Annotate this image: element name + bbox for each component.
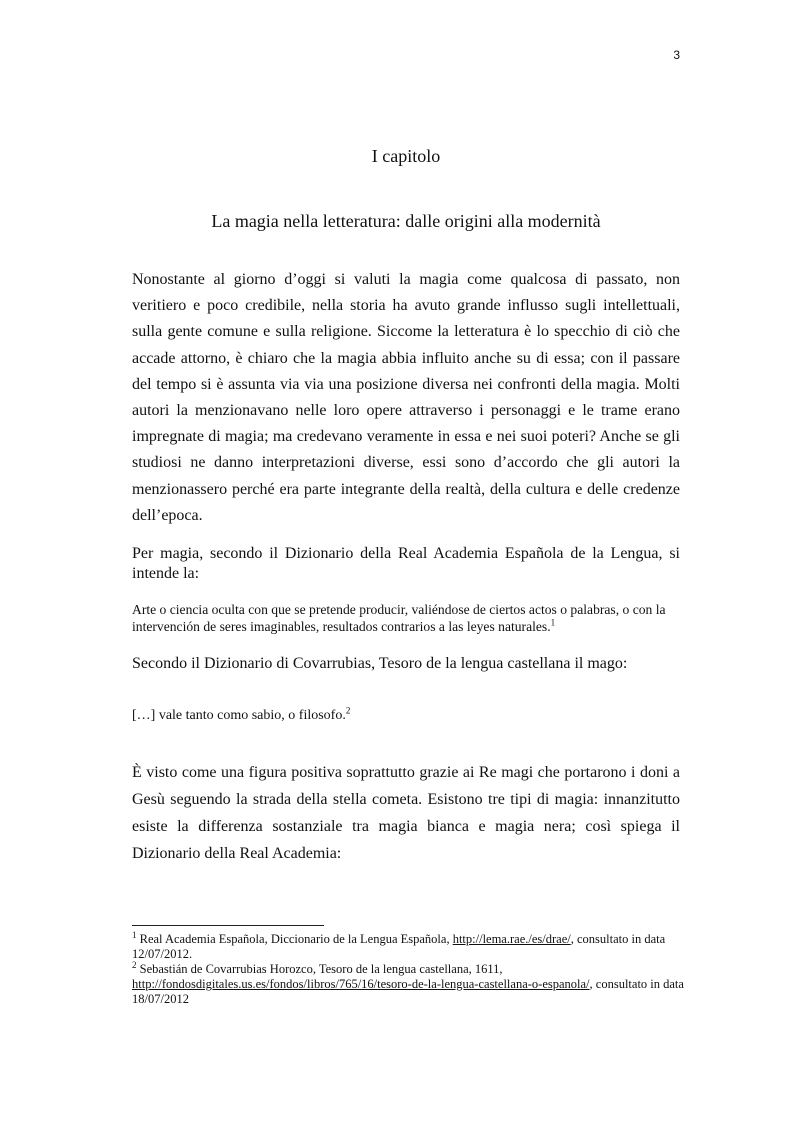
page-number: 3 [673, 48, 680, 62]
chapter-heading: I capitolo [371, 146, 441, 166]
block-quote [132, 601, 688, 635]
footnote-number: 2 [132, 959, 137, 970]
footnote-text: , consultato in data 12/07/2012. [132, 932, 666, 961]
block-quote [132, 705, 680, 724]
footnote [132, 959, 688, 1007]
body-paragraph: Per magia, secondo il Dizionario della Real Academia Española de la Lengua, si intende la: [132, 545, 680, 582]
footnote-text: , consultato in data 18/07/2012 [132, 977, 684, 1006]
chapter-title: La magia nella letteratura: dalle origini alla modernità [211, 211, 601, 231]
quote-text: Arte o ciencia oculta con que se pretende producir, valiéndose de ciertos actos o palabras, o con la intervención de seres imaginables, resultados contrarios a las leyes naturales. [132, 602, 666, 634]
footnote-link[interactable]: http://fondosdigitales.us.es/fondos/libros/765/16/tesoro-de-la-lengua-castellana-o-espanola/ [132, 977, 590, 991]
body-paragraph: È visto come una figura positiva soprattutto grazie ai Re magi che portarono i doni a Gesù seguendo la strada della stella cometa. Esistono tre tipi di magia: innanzitutto esiste la differenza sostanziale tra magia bianca e magia nera; così spiega il Dizionario della Real Academia: [132, 764, 680, 862]
body-paragraph: Nonostante al giorno d’oggi si valuti la magia come qualcosa di passato, non veritiero e poco credibile, nella storia ha avuto grande influsso sugli intellettuali, sulla gente comune e sulla religione. Siccome la letteratura è lo specchio di ciò che accade attorno, è chiaro che la magia abbia influito anche su di essa; con il passare del tempo si è assunta via via una posizione diversa nei confronti della magia. Molti autori la menzionavano nelle loro opere attraverso i personaggi e le trame erano impregnate di magia; ma credevano veramente in essa e nei suoi poteri? Anche se gli studiosi ne danno interpretazioni diverse, essi sono d’accordo che gli autori la menzionassero perché era parte integrante della realtà, della cultura e delle credenze dell’epoca. [132, 271, 680, 524]
quote-text: […] vale tanto como sabio, o filosofo. [132, 708, 346, 723]
footnote-ref[interactable]: 1 [550, 617, 556, 628]
footnote-text: Real Academia Española, Diccionario de la Lengua Española, [139, 932, 453, 946]
footnote-ref[interactable]: 2 [345, 705, 351, 716]
footnote-separator [132, 925, 324, 926]
footnote-text: Sebastián de Covarrubias Horozco, Tesoro de la lengua castellana, 1611, [139, 962, 503, 976]
body-paragraph: Secondo il Dizionario di Covarrubias, Tesoro de la lengua castellana il mago: [132, 655, 628, 672]
footnote-number: 1 [132, 929, 137, 940]
footnote-link[interactable]: http://lema.rae./es/drae/ [452, 932, 571, 946]
footnote [132, 929, 688, 962]
